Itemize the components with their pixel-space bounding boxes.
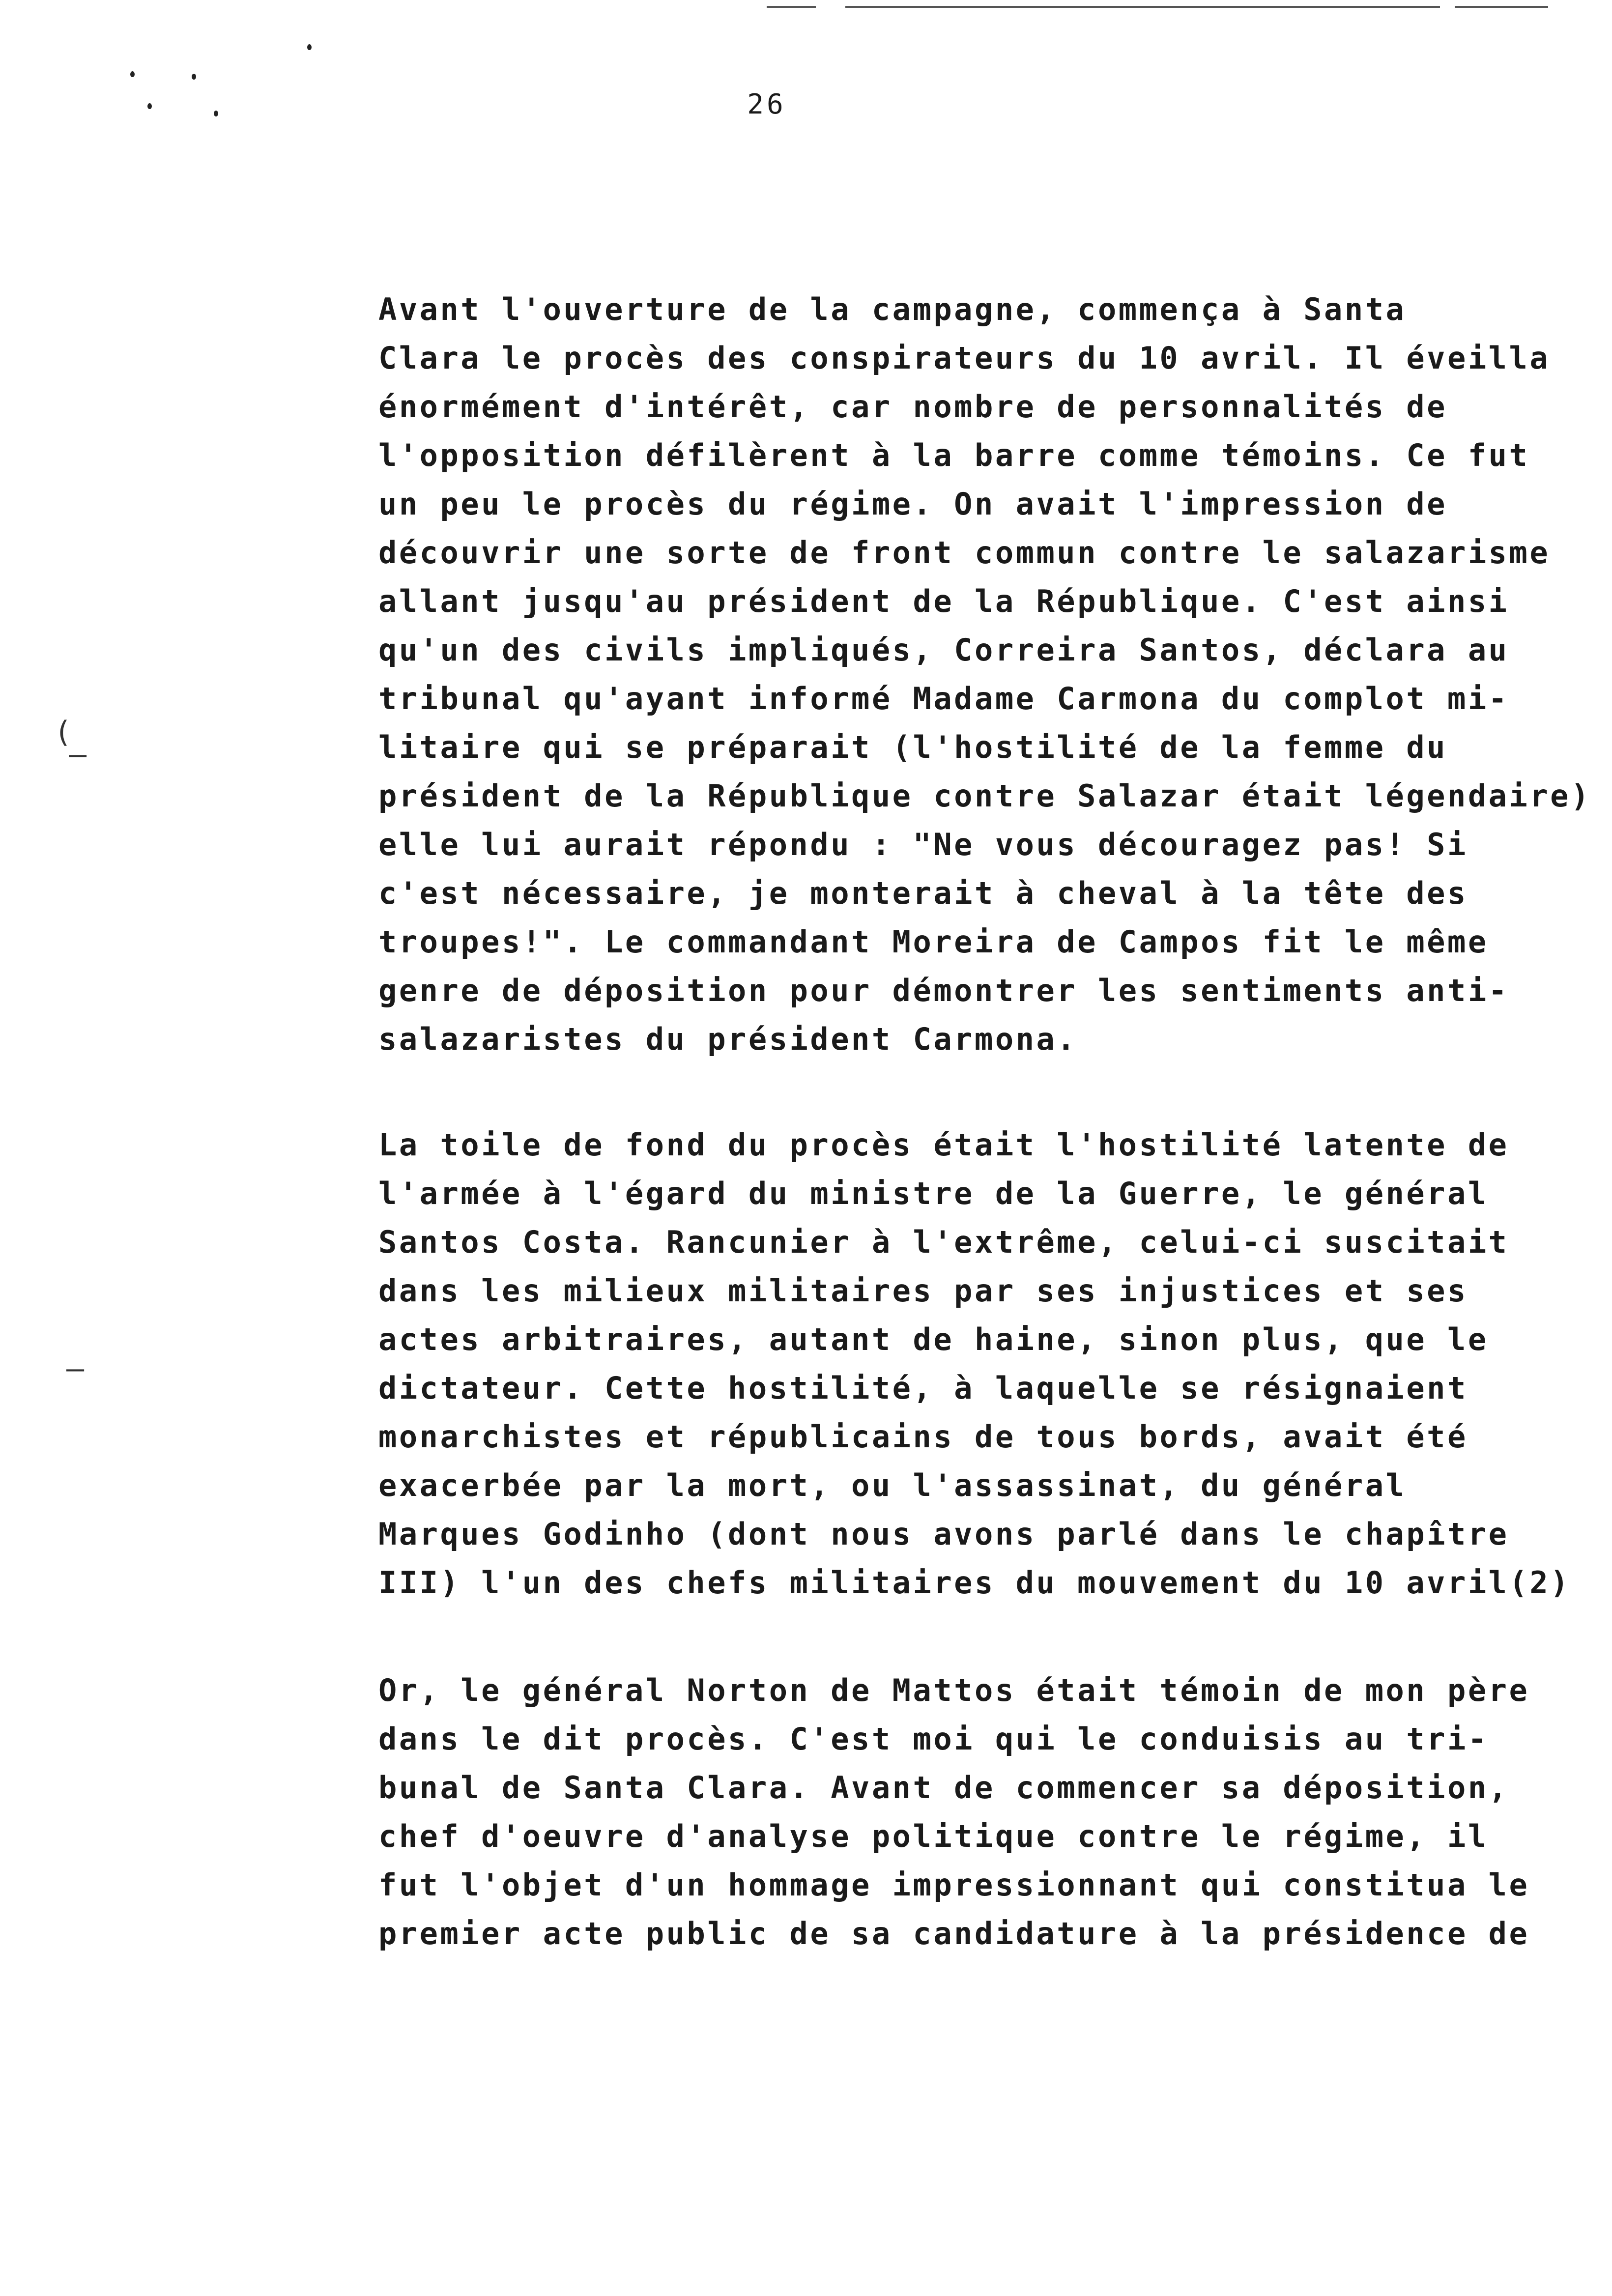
text-line: fut l'objet d'un hommage impressionnant qui constitua le [378,1867,1530,1903]
text-line: c'est nécessaire, je monterait à cheval à la tête des [378,875,1468,911]
text-line: dans le dit procès. C'est moi qui le conduisis au tri- [378,1721,1489,1757]
text-line: monarchistes et républicains de tous bords, avait été [378,1419,1468,1455]
margin-mark: ( [54,715,72,749]
text-line: l'armée à l'égard du ministre de la Guerre, le général [378,1176,1489,1211]
text-line: dictateur. Cette hostilité, à laquelle se résignaient [378,1370,1468,1406]
margin-mark: — [69,737,87,772]
text-line: dans les milieux militaires par ses injustices et ses [378,1273,1468,1309]
text-line: Marques Godinho (dont nous avons parlé dans le chapître [378,1516,1509,1552]
text-line: III) l'un des chefs militaires du mouvement du 10 avril(2) [378,1565,1571,1601]
text-line: premier acte public de sa candidature à la présidence de [378,1916,1530,1952]
text-line: Santos Costa. Rancunier à l'extrême, celui-ci suscitait [378,1224,1509,1260]
text-line: genre de déposition pour démontrer les sentiments anti- [378,973,1509,1008]
paragraph [378,1666,1558,1958]
paragraph [378,1120,1571,1607]
scan-rule-3 [1455,6,1548,8]
scan-rule-2 [845,6,1440,8]
text-line: tribunal qu'ayant informé Madame Carmona du complot mi- [378,681,1509,717]
scan-speck [192,74,196,80]
text-line: président de la République contre Salazar était légendaire) [378,778,1591,814]
text-line: bunal de Santa Clara. Avant de commencer sa déposition, [378,1770,1509,1806]
text-line: allant jusqu'au président de la République. C'est ainsi [378,583,1509,619]
text-line: un peu le procès du régime. On avait l'impression de [378,486,1448,522]
text-line: qu'un des civils impliqués, Correira Santos, déclara au [378,632,1509,668]
scan-speck [307,44,312,50]
text-line: Clara le procès des conspirateurs du 10 avril. Il éveilla [378,340,1551,376]
text-line: découvrir une sorte de front commun contre le salazarisme [378,535,1551,571]
text-line: actes arbitraires, autant de haine, sinon plus, que le [378,1321,1489,1357]
text-line: litaire qui se préparait (l'hostilité de la femme du [378,729,1448,765]
text-line: chef d'oeuvre d'analyse politique contre le régime, il [378,1818,1489,1854]
text-line: énormément d'intérêt, car nombre de personnalités de [378,389,1448,425]
text-line: troupes!". Le commandant Moreira de Campos fit le même [378,924,1489,960]
text-line: elle lui aurait répondu : "Ne vous découragez pas! Si [378,827,1468,862]
text-line: salazaristes du président Carmona. [378,1021,1078,1057]
scan-rule-1 [767,6,816,8]
margin-mark: — [66,1351,85,1386]
scan-speck [130,71,135,77]
page-number: 26 [747,88,786,120]
text-line: l'opposition défilèrent à la barre comme témoins. Ce fut [378,437,1530,473]
text-line: Or, le général Norton de Mattos était témoin de mon père [378,1672,1530,1708]
text-line: Avant l'ouverture de la campagne, commença à Santa [378,291,1407,327]
paragraph [378,285,1591,1063]
text-line: exacerbée par la mort, ou l'assassinat, du général [378,1467,1407,1503]
text-line: La toile de fond du procès était l'hostilité latente de [378,1127,1509,1163]
